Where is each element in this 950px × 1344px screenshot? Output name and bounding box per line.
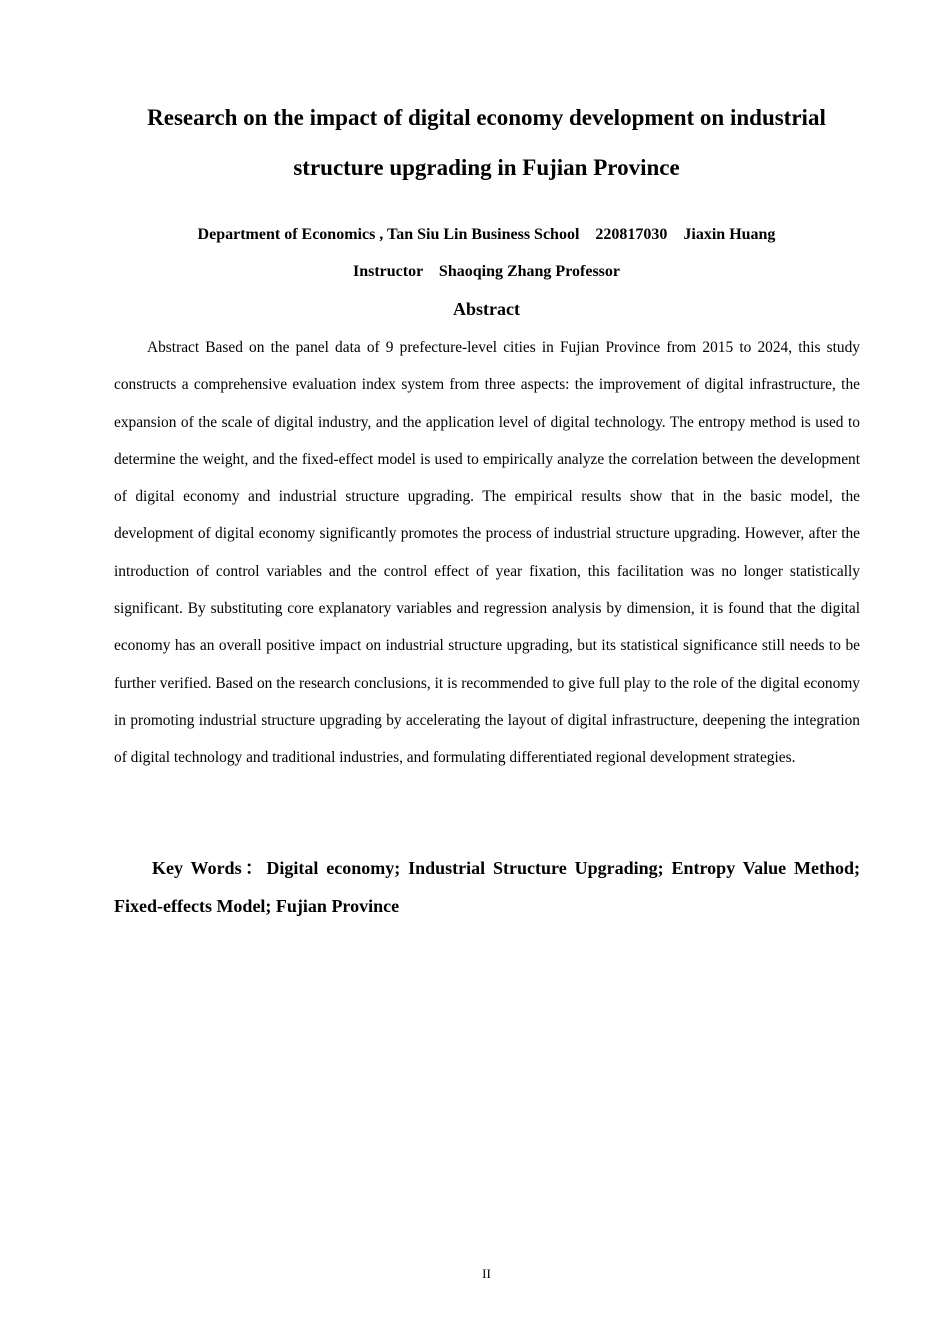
keywords: Key Words：Digital economy; Industrial Structure Upgrading; Entropy Value Method; Fixed-effects Model; Fujian Province [114, 858, 860, 916]
abstract-body: Abstract Based on the panel data of 9 prefecture-level cities in Fujian Province from 2015 to 2024, this study constructs a comprehensive evaluation index system from three aspects: the improvement of digital infrastructure, the expansion of the scale of digital industry, and the application level of digital technology. The entropy method is used to determine the weight, and the fixed-effect model is used to empirically analyze the correlation between the development of digital economy and industrial structure upgrading. The empirical results show that in the basic model, the development of digital economy significantly promotes the process of industrial structure upgrading. However, after the introduction of control variables and the control effect of year fixation, this facilitation was no longer statistically significant. By substituting core explanatory variables and regression analysis by dimension, it is found that the digital economy has an overall positive impact on industrial structure upgrading, but its statistical significance still needs to be further verified. Based on the research conclusions, it is recommended to give full play to the role of the digital economy in promoting industrial structure upgrading by accelerating the layout of digital infrastructure, deepening the integration of digital technology and traditional industries, and formulating differentiated regional development strategies. [114, 339, 860, 767]
page-number: II [482, 1266, 491, 1281]
abstract-heading: Abstract [453, 299, 520, 319]
paper-title: Research on the impact of digital economy development on industrial structure upgrading in Fujian Province [147, 105, 826, 180]
instructor-line: Instructor Shaoqing Zhang Professor [353, 263, 620, 280]
author-affiliation-line: Department of Economics , Tan Siu Lin Business School 220817030 Jiaxin Huang [197, 226, 776, 243]
